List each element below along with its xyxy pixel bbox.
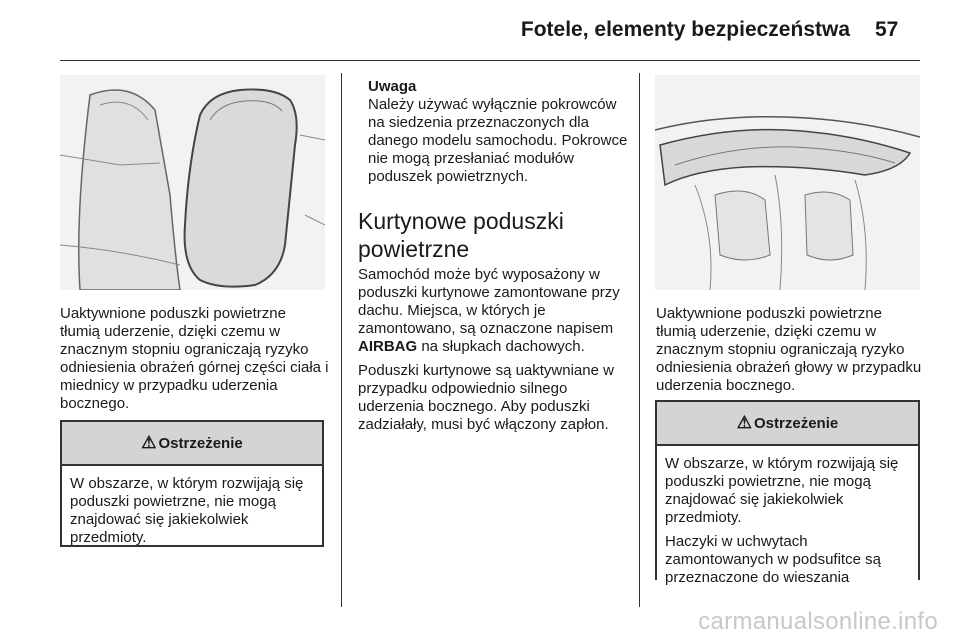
curtain-p1-before: Samochód może być wyposażony w poduszki kurtynowe zamontowane przy dachu. Miejsca, w których je zamontowano, są oznaczone napisem [358, 266, 620, 337]
column-divider-left [341, 73, 342, 607]
left-caption-text: Uaktywnione poduszki powietrzne tłumią uderzenie, dzięki czemu w znacznym stopniu ograniczają ryzyko odniesienia obrażeń górnej części ciała i miednicy w przypadku uderzenia bocznego. [60, 305, 329, 412]
note-text: Należy używać wyłącznie pokrowców na siedzenia przeznaczonych dla danego modelu samochodu. Pokrowce nie mogą przesłaniać modułów poduszek powietrznych. [368, 96, 628, 185]
left-warning-body [62, 466, 322, 547]
curtain-airbag-text [358, 266, 630, 440]
right-warning-box [655, 400, 920, 586]
right-warning-body [657, 446, 918, 587]
warning-triangle-icon: ⚠ [141, 433, 157, 452]
right-caption-text: Uaktywnione poduszki powietrzne tłumią uderzenie, dzięki czemu w znacznym stopniu ograniczają ryzyko odniesienia obrażeń głowy w przypadku uderzenia bocznego. [656, 305, 922, 394]
right-caption [656, 305, 924, 401]
page-number: 57 [875, 18, 899, 41]
page-header-title: Fotele, elementy bezpieczeństwa [520, 18, 850, 41]
seat-airbag-illustration [60, 75, 325, 290]
right-warning-paragraph-2: Haczyki w uchwytach zamontowanych w podsufitce są przeznaczone do wieszania [665, 533, 881, 586]
header-rule [60, 60, 920, 61]
note-title: Uwaga [368, 78, 417, 95]
left-warning-box [60, 420, 324, 547]
section-heading: Kurtynowe poduszki powietrzne [358, 208, 564, 262]
left-warning-header [62, 422, 322, 466]
column-divider-right [639, 73, 640, 607]
watermark: carmanualsonline.info [698, 608, 938, 635]
left-caption [60, 305, 330, 419]
curtain-airbag-illustration [655, 75, 920, 290]
right-warning-title: Ostrzeżenie [754, 414, 839, 432]
curtain-paragraph-1 [358, 266, 630, 356]
right-warning-paragraph-1: W obszarze, w którym rozwijają się poduszki powietrzne, nie mogą znajdować się jakiekolwiek przedmioty. [665, 455, 899, 526]
left-warning-title: Ostrzeżenie [158, 434, 243, 452]
left-warning-paragraph: W obszarze, w którym rozwijają się poduszki powietrzne, nie mogą znajdować się jakiekolwiek przedmioty. [70, 475, 304, 546]
note-block [368, 78, 630, 186]
curtain-paragraph-2: Poduszki kurtynowe są uaktywniane w przypadku odpowiednio silnego uderzenia bocznego. Aby poduszki zadziałały, musi być włączony zapłon. [358, 362, 614, 433]
warning-triangle-icon: ⚠ [736, 413, 753, 432]
right-warning-header [657, 402, 918, 446]
curtain-p1-after: na słupkach dachowych. [417, 338, 585, 355]
airbag-label: AIRBAG [358, 338, 418, 355]
